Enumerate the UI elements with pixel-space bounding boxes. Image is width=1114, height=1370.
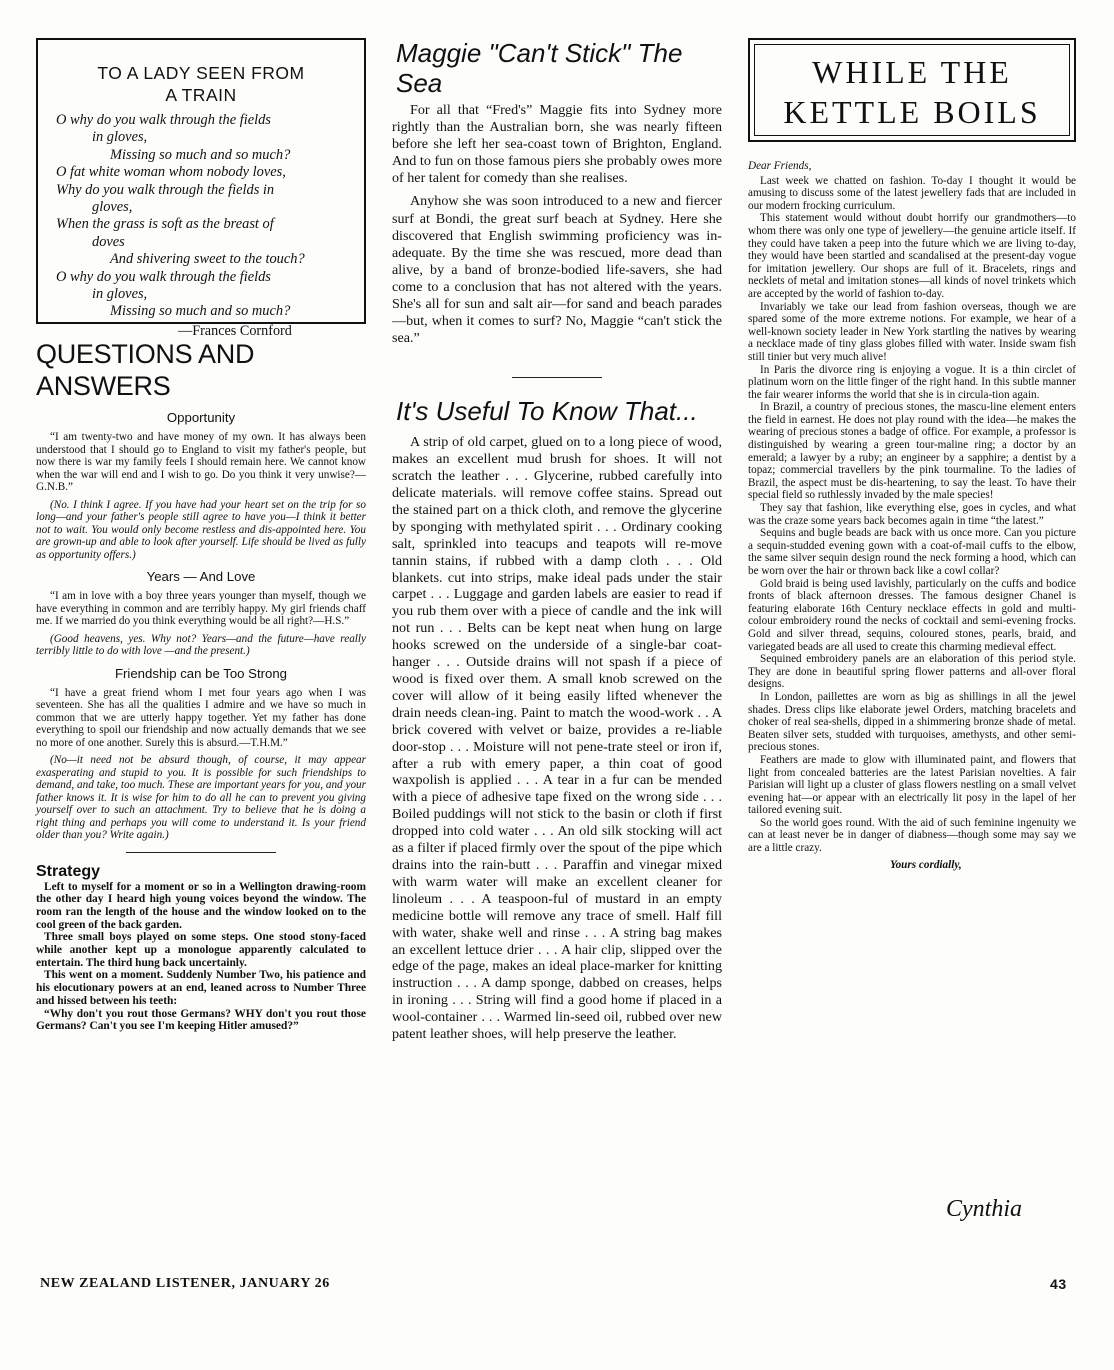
kettle-letter <box>748 160 1076 871</box>
letter-paragraph: So the world goes round. With the aid of such feminine ingenuity we can at least never be in danger of diabness—though some may say we are a little crazy. <box>748 816 1076 855</box>
strategy-paragraph: Left to myself for a moment or so in a Wellington drawing-room the other day I heard high young voices beyond the window. The room ran the length of the house and the window looked on to the cool green of the back garden. <box>36 880 366 931</box>
maggie-paragraph: Anyhow she was soon introduced to a new and fiercer surf at Bondi, the great surf beach at Sydney. Here she discovered that English swimming proficiency was in-adequate. By the time she was rescued, more dead than alive, by a band of bronze-bodied life-savers, she had come to a conclusion that has not altered with the years. She's all for sun and salt air—for sand and beach parades —but, when it comes to surf? No, Maggie “can't stick the sea.” <box>392 193 722 347</box>
poem-line: in gloves, <box>92 286 148 303</box>
strategy-paragraph: “Why don't you rout those Germans? WHY don't you rout those Germans? Can't you see I'm keeping Hitler amused?” <box>36 1007 366 1033</box>
poem-line: When the grass is soft as the breast of <box>56 216 274 233</box>
page-number: 43 <box>1050 1276 1067 1292</box>
useful-body <box>392 434 722 1043</box>
poem-line: O fat white woman whom nobody loves, <box>56 164 286 181</box>
strategy-paragraph: Three small boys played on some steps. One stood stony-faced while another kept up a monologue apparently calculated to entertain. The third hung back uncertainly. <box>36 931 366 969</box>
middle-column <box>392 38 722 1043</box>
kettle-inner-border <box>754 44 1070 136</box>
opportunity-reply: (No. I think I agree. If you have had your heart set on the trip for so long—and your father's people still agree to have you—I think it better not to wait. You would only become restless and dis-appointed here. You are grown-up and able to look after yourself. Life should be lived as fully as opportunity offers.) <box>36 498 366 561</box>
poem-line: doves <box>92 233 125 250</box>
divider <box>126 852 276 853</box>
poem-line: gloves, <box>92 199 133 216</box>
footer-publication: NEW ZEALAND LISTENER, JANUARY 26 <box>40 1276 330 1291</box>
opportunity-heading: Opportunity <box>166 410 236 425</box>
qa-title: QUESTIONS AND ANSWERS <box>36 339 255 401</box>
strategy-paragraph: This went on a moment. Suddenly Number Two, his patience and his elocutionary powers at an end, leaned across to Number Three and hissed between his teeth: <box>36 969 366 1007</box>
divider <box>512 377 602 378</box>
poem-box <box>36 38 366 339</box>
letter-paragraph: Sequins and bugle beads are back with us once more. Can you picture a sequin-studded evening gown with a coat-of-mail cuffs to the elbow, the same silver sequin design round the neck forming a hood, which can be worn over the hair or thrown back like a cowl collar? <box>748 527 1076 577</box>
signature: Cynthia <box>946 1196 1022 1222</box>
letter-paragraph: This statement would without doubt horrify our grandmothers—to whom there was only one type of jewellery—the genuine article itself. If they could have taken a peep into the future which we are living to-day, they would have been startled and scandalised at the present-day vogue for imitation jewellery. Our shops are full of it. Bracelets, rings and necklets of metal and imitation stones—all kinds of novel trinkets which are accepted by the world of fashion to-day. <box>748 212 1076 300</box>
friendship-letter: “I have a great friend whom I met four years ago when I was seventeen. She has all the qualities I admire and we have so much in common that we are utterly happy together. Yet my father has done everything to spoil our friendship and now actually demands that we see no more of one another. Surely this is absurd.—T.H.M.” <box>36 686 366 749</box>
letter-paragraph: Invariably we take our lead from fashion overseas, though we are spared some of the more extreme notions. For example, we hear of a well-known society leader in New York startling the natives by wearing a necklace made of tiny glass globes filled with water. Inside swam fish still tinier but very much alive! <box>748 300 1076 363</box>
poem-line: O why do you walk through the fields <box>56 112 271 128</box>
years-letter: “I am in love with a boy three years younger than myself, though we have everything in common and are terribly happy. My girl friends chaff me. If we married do you think everything would be all right?—H.S.” <box>36 590 366 627</box>
poem-line: O why do you walk through the fields <box>56 268 271 285</box>
maggie-body <box>392 102 722 347</box>
useful-heading: It's Useful To Know That... <box>396 396 698 427</box>
letter-paragraph: Gold braid is being used lavishly, particularly on the cuffs and bodice fronts of black afternoon dresses. The famous designer Chanel is featuring elaborate 16th Century necklace effects in gold and multi-colour embroidery round the necks of cocktail and semi-evening frocks. Gold and silver thread, sequins, coloured stones, pearls, braid, and variegated beads are all used to create this charming medieval effect. <box>748 577 1076 653</box>
maggie-paragraph: For all that “Fred's” Maggie fits into Sydney more rightly than the Australian born, she was nearly fifteen before she left her sea-coast town of Brighton, England. And to fun on those famous piers she probably owes more of her talent for comedy than she realises. <box>392 102 722 187</box>
strategy-heading: Strategy <box>36 862 101 880</box>
years-heading: Years — And Love <box>146 569 256 584</box>
friendship-heading: Friendship can be Too Strong <box>114 665 288 681</box>
right-column <box>748 38 1076 871</box>
friendship-reply: (No—it need not be absurd though, of course, it may appear exasperating and stupid to you. It is possible for such friendships to demand, and take, too much. These are important years for you, and your father knows it. It is wise for him to do all he can to prevent you giving yourself over to such an attachment. Try to believe that he is doing a right thing and perhaps you will come to understand it. Is your friend older than you? Write again.) <box>36 754 366 841</box>
letter-paragraph: Sequined embroidery panels are an elaboration of this period style. They are done in beautiful spring flower patterns and all-over floral designs. <box>748 653 1076 691</box>
letter-paragraph: In Brazil, a country of precious stones, the mascu-line element enters the field in earnest. He does not play round with the idea—he makes the wearing of precious stones a badge of office. For example, a professor is distinguished by wearing a green tour-maline ring; a doctor by an emerald; a lawyer by a ruby; an engineer by a sapphire; a dentist by a topaz; commercial travellers by the pink tourmaline. To the ladies of Brazil, the aspect must be dis-heartening, to say the least. To have their special field so ruthlessly invaded by the male species! <box>748 401 1076 502</box>
opportunity-letter: “I am twenty-two and have money of my own. It has always been understood that I should go to England to visit my father's people, but now there is war my family feels I should remain here. We cannot know when the war will end and I wish to go. Do you think it very unwise?—G.N.B.” <box>36 431 366 493</box>
poem-line: Why do you walk through the fields in <box>56 181 275 198</box>
closing: Yours cordially, <box>890 858 962 871</box>
left-column <box>36 38 366 1033</box>
salutation: Dear Friends, <box>748 160 812 172</box>
letter-paragraph: Last week we chatted on fashion. To-day I thought it would be amusing to discuss some of the latest jewellery fads that are included in our modern frocking curriculum. <box>748 174 1076 212</box>
letter-paragraph: In London, paillettes are worn as big as shillings in all the jewel shades. Dress clips like elaborate jewel Orders, matching bracelets and choker of real sea-shells, dipped in a shimmering bronze shade of metal. Beaten silver sets, studded with turquoises, amethysts, and other semi-precious stones. <box>748 690 1076 754</box>
poem-line: Missing so much and so much? <box>110 146 291 163</box>
years-reply: (Good heavens, yes. Why not? Years—and the future—have really terribly little to do with love —and the present.) <box>36 632 366 657</box>
letter-paragraph: Feathers are made to glow with illuminated paint, and flowers that light from concealed batteries are the latest Parisian novelties. A fair Parisian will light up a cluster of glass flowers nestling on a small velvet evening hat—or appear with an electrically lit posy in the lapel of her tailored evening suit. <box>748 753 1076 817</box>
letter-paragraph: In Paris the divorce ring is enjoying a vogue. It is a thin circlet of platinum worn on the little finger of the right hand. In this subtle manner the fair wearer informs the world that she is in circula-tion again. <box>748 363 1076 401</box>
poem-author: —Frances Cornford <box>178 322 292 339</box>
poem-line: Missing so much and so much? <box>110 303 291 320</box>
kettle-title: WHILE THE KETTLE BOILS <box>783 54 1041 130</box>
strategy-body <box>36 881 366 1033</box>
poem-line: And shivering sweet to the touch? <box>110 251 305 268</box>
maggie-heading: Maggie "Can't Stick" The Sea <box>396 38 683 98</box>
useful-text: A strip of old carpet, glued on to a long piece of wood, makes an excellent mud brush for shoes. It will not scratch the leather . . . Glycerine, rubbed carefully into delicate materials. will remove coffee stains. Spread out the stained part on a thick cloth, and remove the glycerine by sponging with methylated spirit . . . Ordinary cooking salt, sprinkled into teacups and teapots will re-move tannin stains, if rubbed with a damp cloth . . . Old blankets. cut into strips, make ideal pads under the stair carpet . . . Luggage and garden labels are easier to read if you rub them over with a piece of candle and the ink will not run . . . Belts can be kept neat when hung on large hooks screwed on the underside of a single-bar coat-hanger . . . Outside drains will not spash if a piece of wood is fixed over them. A small knob screwed on the cover will allow of it being easily lifted whenever the drain needs clean-ing. Paint to match the wood-work . . A brick covered with velvet or baize, provides a re-liable door-stop . . . Moisture will not pene-trate steel or iron if, after a rub with emery paper, a thin coat of good waxpolish is applied . . . A tear in a fur can be mended with a piece of adhesive tape fixed on the wrong side . . . Boiled puddings will not stick to the basin or cloth if first dropped into cold water . . . An old silk stocking will act as a filter if placed firmly over the spout of the pipe which drains into the rain-butt . . . Paraffin and vinegar mixed with warm water will make an excellent cleaner for linoleum . . . A teaspoon-ful of mustard in an empty medicine bottle will remove any trace of smell. Half fill with water, shake well and rinse . . . A string bag makes an excellent lettuce drier . . . A hair clip, slipped over the edge of the page, makes an ideal place-marker for knitting instruction . . . A damp sponge, dabbed on creases, helps in ironing . . . String will find a good home if placed in a wool-container . . . Warmed lin-seed oil, rubbed over new patent leather shoes, will help preserve the leather. <box>392 434 722 1043</box>
kettle-title-box <box>748 38 1076 142</box>
poem-title: TO A LADY SEEN FROM A TRAIN <box>97 63 305 105</box>
letter-paragraph: They say that fashion, like everything else, goes in cycles, and what was the craze some years back becomes again in time “the latest.” <box>748 502 1076 527</box>
poem-line: in gloves, <box>92 129 148 146</box>
